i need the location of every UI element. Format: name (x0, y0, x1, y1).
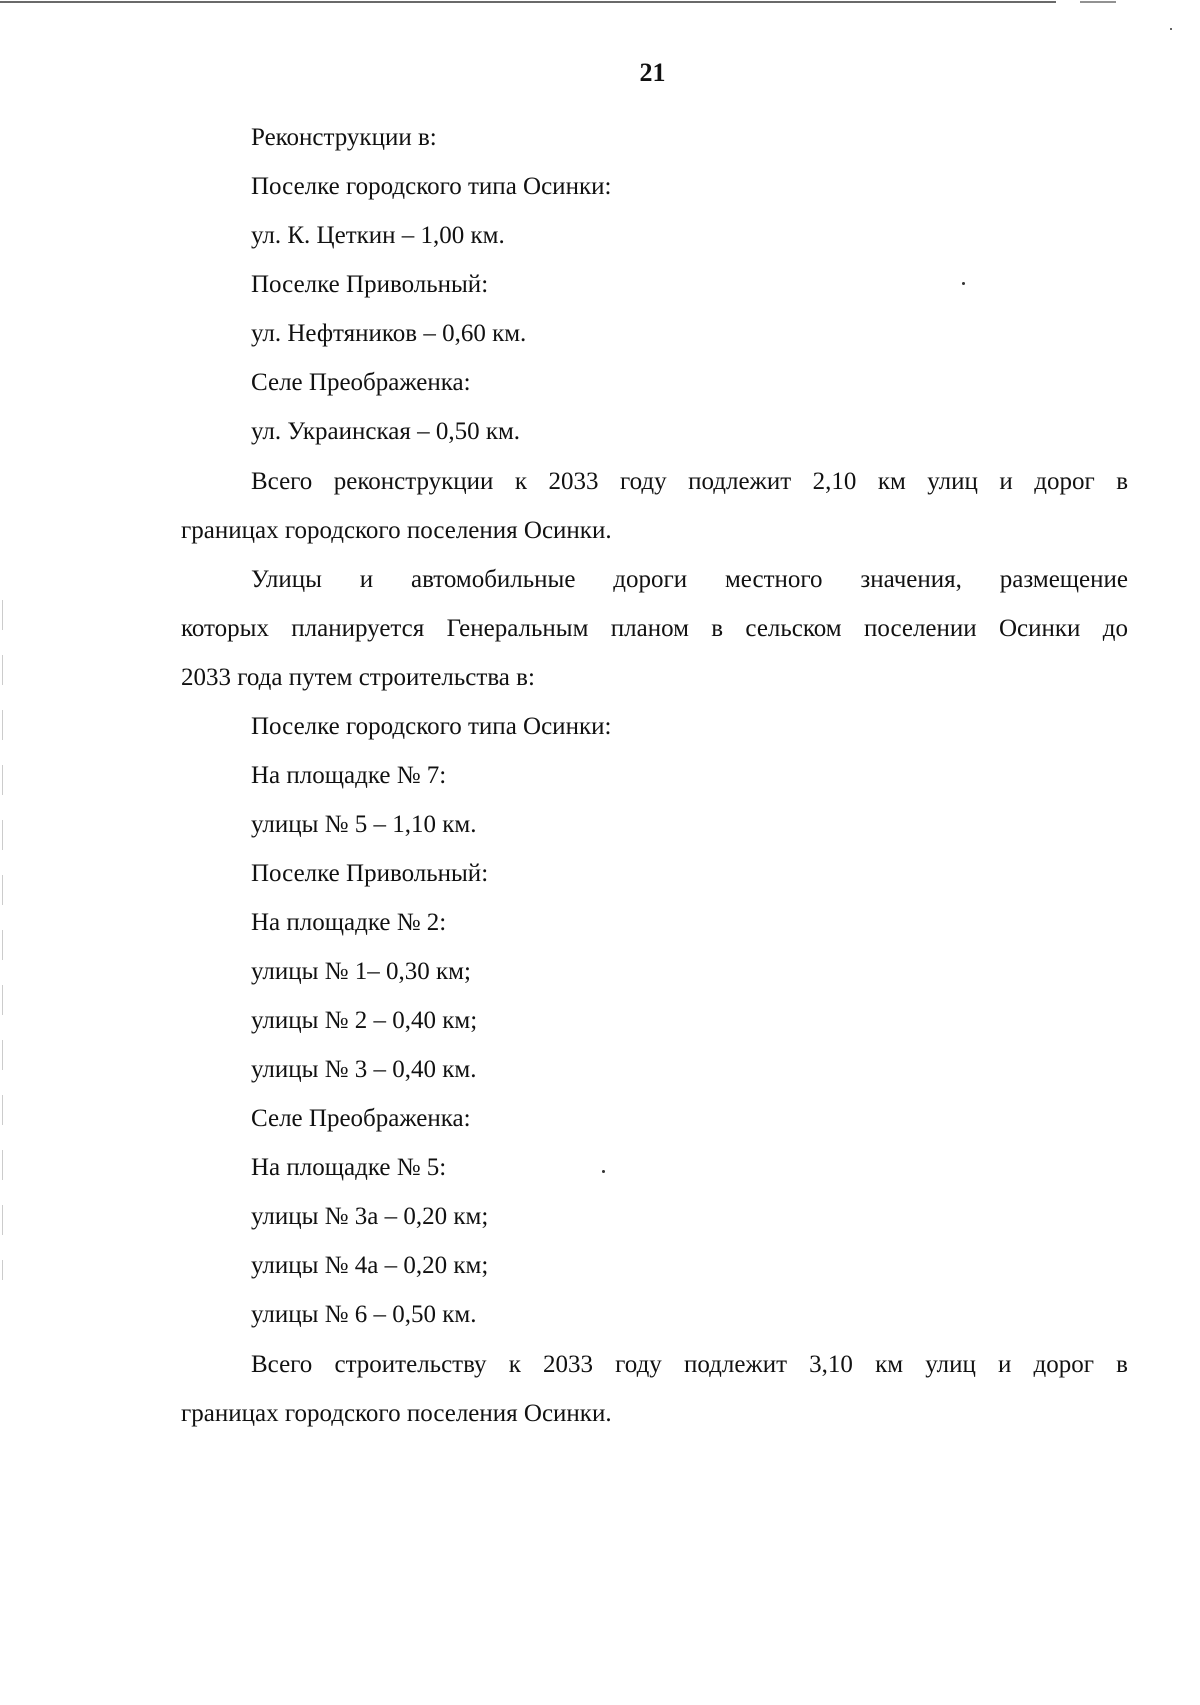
text-line: ул. Украинская – 0,50 км. (251, 418, 521, 445)
text-line: улицы № 3а – 0,20 км; (251, 1203, 489, 1230)
text-line: На площадке № 5: (251, 1154, 447, 1181)
text-line: улицы № 5 – 1,10 км. (251, 811, 477, 838)
text-line: Реконструкции в: (251, 124, 437, 151)
text-line: Селе Преображенка: (251, 1105, 471, 1132)
scan-border-top (0, 1, 1200, 3)
text-line: Поселке Привольный: (251, 860, 489, 887)
text-line: ул. Нефтяников – 0,60 км. (251, 320, 527, 347)
scan-speck (1170, 28, 1172, 30)
scan-speck (602, 1170, 605, 1173)
text-line: ул. К. Цеткин – 1,00 км. (251, 222, 505, 249)
scan-speck (962, 282, 965, 285)
paragraph-line: Улицы и автомобильные дороги местного значения, размещение (251, 566, 1128, 593)
text-line: На площадке № 7: (251, 762, 447, 789)
text-line: Поселке городского типа Осинки: (251, 713, 612, 740)
text-line: улицы № 1– 0,30 км; (251, 958, 471, 985)
paragraph-line: Всего строительству к 2033 году подлежит 3,10 км улиц и дорог в (251, 1351, 1128, 1378)
paragraph-line: Всего реконструкции к 2033 году подлежит 2,10 км улиц и дорог в (251, 468, 1128, 495)
text-line: Селе Преображенка: (251, 369, 471, 396)
scan-border-left (2, 600, 3, 1280)
text-line: Поселке городского типа Осинки: (251, 173, 612, 200)
paragraph-line: 2033 года путем строительства в: (181, 664, 535, 691)
page-number: 21 (639, 58, 666, 87)
paragraph-line: границах городского поселения Осинки. (181, 1400, 612, 1427)
paragraph-line: которых планируется Генеральным планом в сельском поселении Осинки до (181, 615, 1128, 642)
text-line: улицы № 2 – 0,40 км; (251, 1007, 478, 1034)
text-line: улицы № 6 – 0,50 км. (251, 1301, 477, 1328)
paragraph-line: границах городского поселения Осинки. (181, 517, 612, 544)
text-line: улицы № 3 – 0,40 км. (251, 1056, 477, 1083)
text-line: На площадке № 2: (251, 909, 447, 936)
text-line: улицы № 4а – 0,20 км; (251, 1252, 489, 1279)
text-line: Поселке Привольный: (251, 271, 489, 298)
